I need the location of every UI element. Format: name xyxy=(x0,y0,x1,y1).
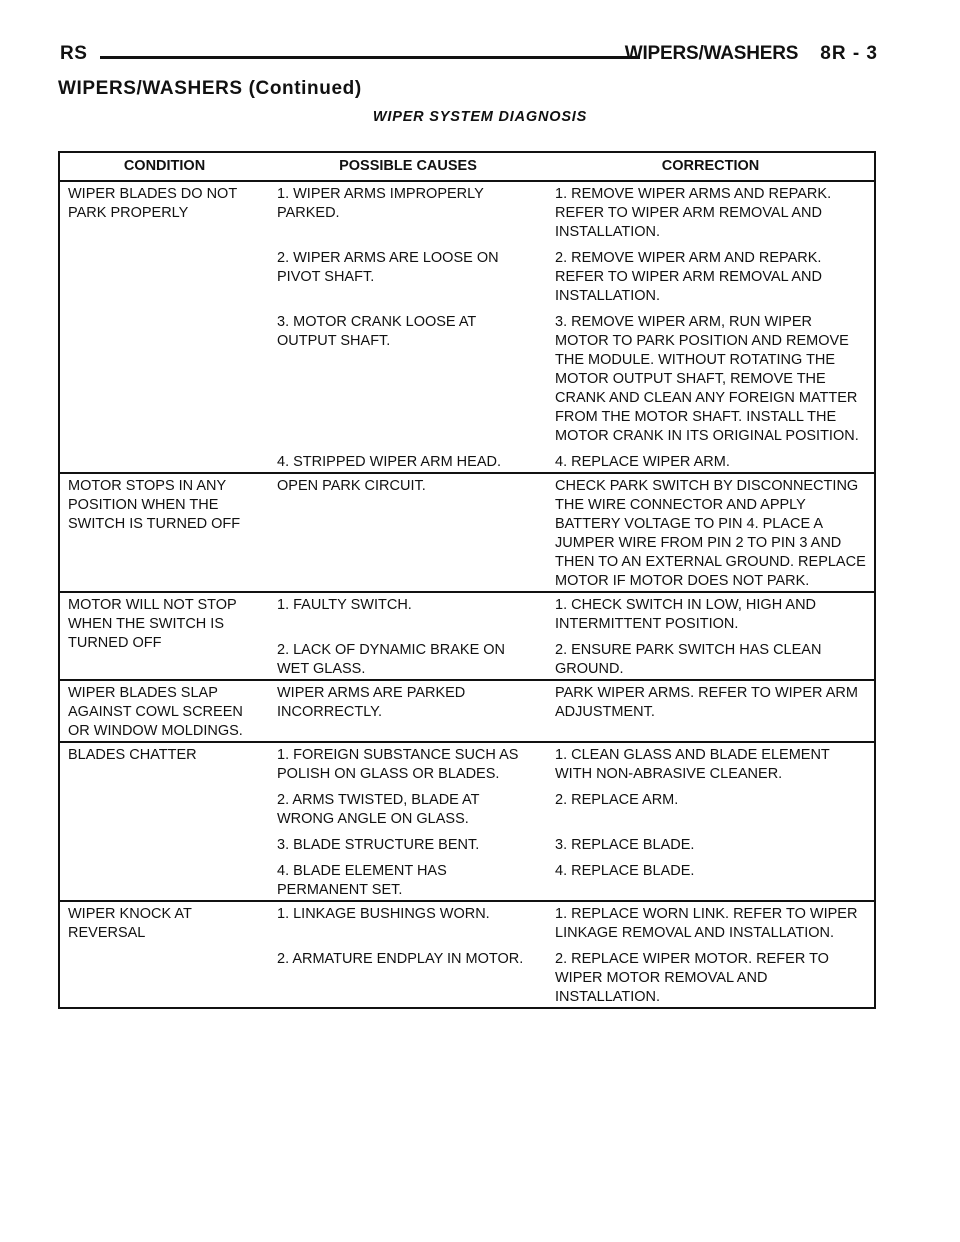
possible-cause-cell: 1. LINKAGE BUSHINGS WORN. xyxy=(277,906,490,922)
header-rule xyxy=(100,56,640,59)
possible-cause-cell: 1. FOREIGN SUBSTANCE SUCH AS POLISH ON GLASS OR BLADES. xyxy=(277,747,519,782)
condition-cell: WIPER BLADES SLAP AGAINST COWL SCREEN OR WINDOW MOLDINGS. xyxy=(59,680,269,742)
condition-cell: BLADES CHATTER xyxy=(59,742,269,901)
table-row xyxy=(59,680,875,742)
condition-cell: WIPER BLADES DO NOT PARK PROPERLY xyxy=(59,181,269,473)
correction-cell: 4. REPLACE WIPER ARM. xyxy=(547,446,875,473)
table-row xyxy=(59,592,875,634)
table-row xyxy=(59,901,875,943)
column-header-condition: CONDITION xyxy=(59,152,269,181)
correction-cell: 4. REPLACE BLADE. xyxy=(547,855,875,901)
header-page-number: 8R - 3 xyxy=(820,43,878,64)
header-right xyxy=(625,43,878,65)
diagnosis-table xyxy=(58,151,876,1009)
correction-cell: 2. ENSURE PARK SWITCH HAS CLEAN GROUND. xyxy=(547,634,875,680)
correction-cell: 2. REMOVE WIPER ARM AND REPARK. REFER TO WIPER ARM REMOVAL AND INSTALLATION. xyxy=(555,250,822,304)
table-row xyxy=(59,473,875,592)
table-header-row xyxy=(59,152,875,181)
column-header-correction: CORRECTION xyxy=(547,152,875,181)
table-title: WIPER SYSTEM DIAGNOSIS xyxy=(372,109,588,125)
header-model-code: RS xyxy=(60,43,88,64)
table-row xyxy=(59,181,875,242)
correction-cell: 1. CHECK SWITCH IN LOW, HIGH AND INTERMITTENT POSITION. xyxy=(555,597,817,632)
possible-cause-cell: 4. STRIPPED WIPER ARM HEAD. xyxy=(269,446,547,473)
table-row xyxy=(59,742,875,784)
possible-cause-cell: 3. MOTOR CRANK LOOSE AT OUTPUT SHAFT. xyxy=(277,314,477,349)
correction-cell: 2. REPLACE WIPER MOTOR. REFER TO WIPER MOTOR REMOVAL AND INSTALLATION. xyxy=(547,943,875,1008)
possible-cause-cell: 1. WIPER ARMS IMPROPERLY PARKED. xyxy=(277,186,484,221)
condition-cell: WIPER KNOCK AT REVERSAL xyxy=(59,901,269,1008)
condition-cell: MOTOR WILL NOT STOP WHEN THE SWITCH IS TURNED OFF xyxy=(59,592,269,680)
correction-cell: CHECK PARK SWITCH BY DISCONNECTING THE WIRE CONNECTOR AND APPLY BATTERY VOLTAGE TO PIN 4. PLACE A JUMPER WIRE FROM PIN 2 TO PIN 3 AND THEN TO AN EXTERNAL GROUND. REPLACE MOTOR IF MOTOR DOES NOT PARK. xyxy=(547,473,875,592)
condition-cell: MOTOR STOPS IN ANY POSITION WHEN THE SWITCH IS TURNED OFF xyxy=(59,473,269,592)
correction-cell: 2. REPLACE ARM. xyxy=(555,792,679,808)
correction-cell: 1. REPLACE WORN LINK. REFER TO WIPER LINKAGE REMOVAL AND INSTALLATION. xyxy=(555,906,858,941)
correction-cell: 1. CLEAN GLASS AND BLADE ELEMENT WITH NON-ABRASIVE CLEANER. xyxy=(555,747,830,782)
table-body xyxy=(59,181,875,1008)
header-section-title: WIPERS/WASHERS xyxy=(624,43,799,64)
possible-cause-cell: 3. BLADE STRUCTURE BENT. xyxy=(277,837,480,853)
page-header xyxy=(60,43,878,73)
correction-cell: 3. REMOVE WIPER ARM, RUN WIPER MOTOR TO PARK POSITION AND REMOVE THE MODULE. WITHOUT ROTATING THE MOTOR OUTPUT SHAFT, REMOVE THE CRANK AND CLEAN ANY FOREIGN MATTER FROM THE MOTOR SHAFT. INSTALL THE MOTOR CRANK IN ITS ORIGINAL POSITION. xyxy=(555,314,859,444)
possible-cause-cell: 2. ARMATURE ENDPLAY IN MOTOR. xyxy=(269,943,547,1008)
correction-cell: PARK WIPER ARMS. REFER TO WIPER ARM ADJUSTMENT. xyxy=(547,680,875,742)
possible-cause-cell: 2. ARMS TWISTED, BLADE AT WRONG ANGLE ON GLASS. xyxy=(277,792,480,827)
possible-cause-cell: 1. FAULTY SWITCH. xyxy=(277,597,412,613)
possible-cause-cell: 4. BLADE ELEMENT HAS PERMANENT SET. xyxy=(269,855,547,901)
possible-cause-cell: OPEN PARK CIRCUIT. xyxy=(269,473,547,592)
correction-cell: 3. REPLACE BLADE. xyxy=(555,837,695,853)
possible-cause-cell: 2. LACK OF DYNAMIC BRAKE ON WET GLASS. xyxy=(269,634,547,680)
correction-cell: 1. REMOVE WIPER ARMS AND REPARK. REFER TO WIPER ARM REMOVAL AND INSTALLATION. xyxy=(555,186,832,240)
column-header-possible-causes: POSSIBLE CAUSES xyxy=(269,152,547,181)
possible-cause-cell: 2. WIPER ARMS ARE LOOSE ON PIVOT SHAFT. xyxy=(277,250,499,285)
possible-cause-cell: WIPER ARMS ARE PARKED INCORRECTLY. xyxy=(269,680,547,742)
continued-heading: WIPERS/WASHERS (Continued) xyxy=(58,78,362,99)
